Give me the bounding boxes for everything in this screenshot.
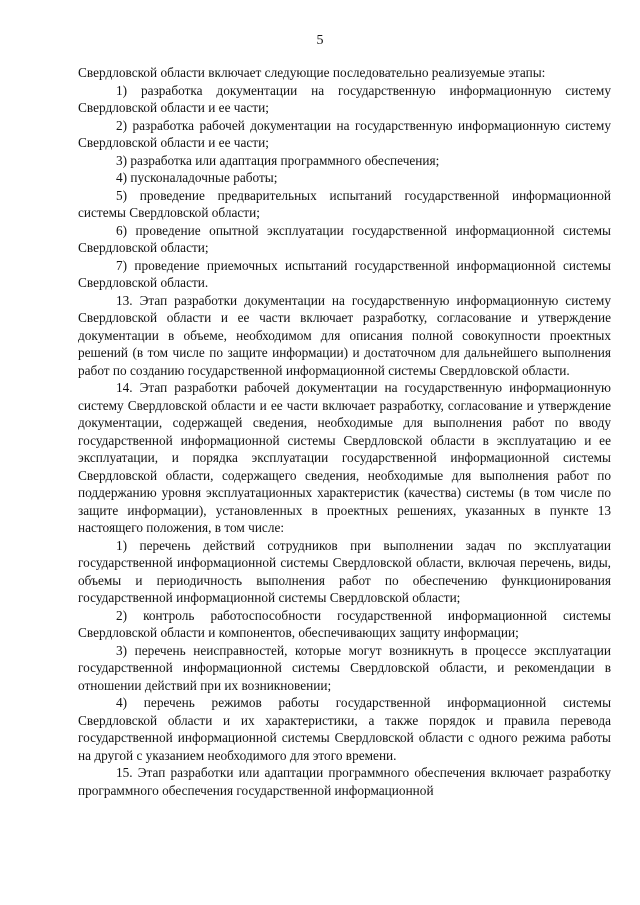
document-body bbox=[78, 64, 611, 799]
list-item-stage-6: 6) проведение опытной эксплуатации государственной информационной системы Свердловской области; bbox=[78, 222, 611, 255]
list-item-stage-1: 1) разработка документации на государственную информационную систему Свердловской области и ее части; bbox=[78, 82, 611, 115]
list-item-stage-2: 2) разработка рабочей документации на государственную информационную систему Свердловской области и ее части; bbox=[78, 117, 611, 150]
list-item-stage-3: 3) разработка или адаптация программного обеспечения; bbox=[116, 152, 440, 168]
paragraph-clause-15: 15. Этап разработки или адаптации программного обеспечения включает разработку программного обеспечения государственной информационной bbox=[78, 765, 611, 798]
list-item-stage-4: 4) пусконаладочные работы; bbox=[116, 170, 278, 185]
paragraph-clause-13: 13. Этап разработки документации на государственную информационную систему Свердловской области и ее части включает разработку, согласование и утверждение документации в объеме, необходимом для описания полной совокупности проектных решений (в том числе по защите информации) и достаточном для дальнейшего выполнения работ по созданию государственной информационной системы Свердловской области. bbox=[78, 292, 611, 378]
list-item-clause-14-2: 2) контроль работоспособности государственной информационной системы Свердловской области и компонентов, обеспечивающих защиту информации; bbox=[78, 607, 611, 640]
paragraph-clause-14: 14. Этап разработки рабочей документации на государственную информационную систему Свердловской области и ее части включает разработку, согласование и утверждение документации, содержащей сведения, необходимые для выполнения работ по вводу государственной информационной системы Свердловской области в эксплуатацию и ее эксплуатации, и порядка эксплуатации государственной информационной системы Свердловской области, содержащего сведения, необходимые для выполнения работ по поддержанию уровня эксплуатационных характеристик (качества) системы (в том числе по защите информации), установленных в проектных решениях, указанных в пункте 13 настоящего положения, в том числе: bbox=[78, 380, 611, 535]
list-item-clause-14-1: 1) перечень действий сотрудников при выполнении задач по эксплуатации государственной информационной системы Свердловской области, включая перечень, виды, объемы и периодичность выполнения работ по обеспечению функционирования государственной информационной системы Свердловской области; bbox=[78, 537, 611, 605]
list-item-stage-7: 7) проведение приемочных испытаний государственной информационной системы Свердловской области. bbox=[78, 257, 611, 290]
list-item-clause-14-3: 3) перечень неисправностей, которые могут возникнуть в процессе эксплуатации государственной информационной системы Свердловской области, и рекомендации в отношении действий при их возникновении; bbox=[78, 642, 611, 693]
page-number: 5 bbox=[316, 33, 324, 48]
paragraph-intro: Свердловской области включает следующие последовательно реализуемые этапы: bbox=[78, 65, 546, 80]
list-item-stage-5: 5) проведение предварительных испытаний государственной информационной системы Свердловской области; bbox=[78, 187, 611, 220]
list-item-clause-14-4: 4) перечень режимов работы государственной информационной системы Свердловской области и их характеристики, а также порядок и правила перевода государственной информационной системы Свердловской области с одного режима работы на другой с указанием необходимого для этого времени. bbox=[78, 695, 611, 763]
